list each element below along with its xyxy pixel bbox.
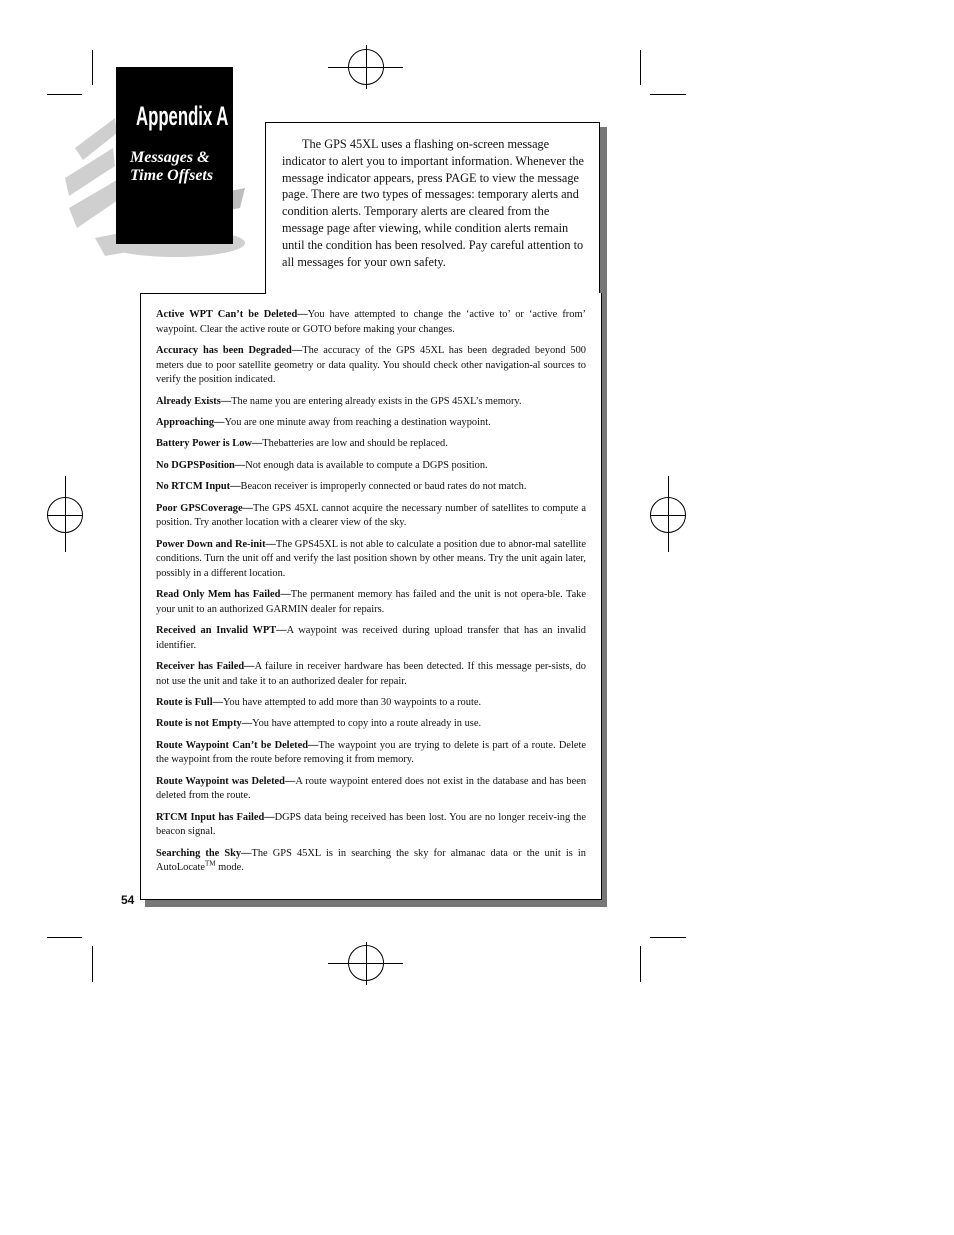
message-description: Thebatteries are low and should be replaced. <box>262 438 448 450</box>
message-description: You have attempted to copy into a route already in use. <box>252 718 482 730</box>
chapter-subtitle-line1: Messages & <box>130 149 210 166</box>
message-term: RTCM Input has Failed— <box>156 811 275 823</box>
message-description-end: mode. <box>215 862 244 874</box>
crop-mark <box>92 946 93 982</box>
message-item <box>156 660 586 689</box>
intro-paragraph: The GPS 45XL uses a flashing on-screen message indicator to alert you to important information. Whenever the message indicator appears, press PAGE to view the message page. There are two types of messages: temporary alerts and condition alerts. Temporary alerts are cleared from the message page after viewing, while condition alerts remain until the condition has been resolved. Pay careful attention to all messages for your own safety. <box>282 137 584 269</box>
message-term: Read Only Mem has Failed— <box>156 589 291 601</box>
message-item <box>156 739 586 768</box>
message-item <box>156 624 586 653</box>
message-term: Route is Full— <box>156 697 223 709</box>
message-term: Receiver has Failed— <box>156 661 255 673</box>
message-term: Already Exists— <box>156 395 232 407</box>
crop-mark <box>640 946 641 982</box>
message-description: The waypoint you are trying to delete is part of a route. Delete the waypoint from the route before removing it from memory. <box>156 739 586 766</box>
message-description: The GPS 45XL is in searching the sky for almanac data or the unit is in AutoLocate <box>156 847 586 874</box>
message-term: Route Waypoint was Deleted— <box>156 775 296 787</box>
message-term: Route Waypoint Can’t be Deleted— <box>156 739 319 751</box>
message-description: The GPS 45XL cannot acquire the necessary number of satellites to compute a position. Try another location with a clearer view of the sky. <box>156 502 586 529</box>
crop-mark <box>650 937 686 938</box>
message-term: Battery Power is Low— <box>156 438 263 450</box>
message-description: You have attempted to change the ‘active to’ or ‘active from’ waypoint. Clear the active route or GOTO before making your changes. <box>156 309 586 335</box>
message-item <box>156 502 586 531</box>
message-description: A failure in receiver hardware has been detected. If this message per-sists, do not use the unit and take it to an authorized dealer for repair. <box>156 661 586 687</box>
chapter-subtitle-line2: Time Offsets <box>130 167 214 184</box>
trademark-superscript: TM <box>205 859 216 868</box>
page-number: 54 <box>121 893 135 907</box>
message-term: Route is not Empty— <box>156 718 253 730</box>
message-term: Searching the Sky— <box>156 847 252 859</box>
crop-mark <box>92 50 93 85</box>
message-item <box>156 696 586 711</box>
message-item <box>156 459 586 474</box>
message-description: A route waypoint entered does not exist in the database and has been deleted from the route. <box>156 775 587 802</box>
message-item <box>156 308 586 337</box>
message-item <box>156 395 586 410</box>
message-description: The accuracy of the GPS 45XL has been degraded beyond 500 meters due to poor satellite geometry or data quality. You should check other navigation-al sources to verify the position indicated. <box>156 344 586 386</box>
message-term: Approaching— <box>156 416 225 428</box>
message-item <box>156 847 586 876</box>
message-term: Power Down and Re-init— <box>156 538 276 550</box>
crop-mark <box>47 937 82 938</box>
message-item <box>156 775 586 804</box>
message-item <box>156 344 586 388</box>
message-term: Accuracy has been Degraded— <box>156 344 303 356</box>
message-item <box>156 538 586 582</box>
chapter-tab <box>116 67 233 244</box>
chapter-subtitle <box>130 149 240 185</box>
message-list <box>156 308 586 883</box>
message-description: The name you are entering already exists in the GPS 45XL’s memory. <box>231 395 522 407</box>
message-term: Received an Invalid WPT— <box>156 625 287 637</box>
message-description: DGPS data being received has been lost. You are no longer receiv-ing the beacon signal. <box>156 811 586 838</box>
message-term: Active WPT Can’t be Deleted— <box>156 309 308 320</box>
message-item <box>156 588 586 617</box>
message-term: No DGPSPosition— <box>156 459 246 471</box>
message-item <box>156 416 586 431</box>
crop-mark <box>650 94 686 95</box>
message-item <box>156 811 586 840</box>
message-description: You are one minute away from reaching a destination waypoint. <box>224 416 491 428</box>
message-description: The GPS45XL is not able to calculate a position due to abnor-mal satellite conditions. Turn the unit off and verify the last position shown by other means. Try the unit again later, possibly in a different location. <box>156 538 586 579</box>
message-item <box>156 717 586 732</box>
message-description: A waypoint was received during upload transfer that has an invalid identifier. <box>156 625 586 651</box>
crop-mark <box>640 50 641 85</box>
message-item <box>156 437 586 452</box>
message-description: You have attempted to add more than 30 waypoints to a route. <box>222 697 482 709</box>
message-description: The permanent memory has failed and the unit is not opera-ble. Take your unit to an authorized GARMIN dealer for repairs. <box>156 589 586 615</box>
message-item <box>156 480 586 495</box>
messages-box-top-border <box>140 293 266 294</box>
message-description: Beacon receiver is improperly connected or baud rates do not match. <box>240 481 527 493</box>
chapter-title: Appendix A <box>136 101 229 131</box>
message-term: Poor GPSCoverage— <box>156 502 253 514</box>
message-description: Not enough data is available to compute a DGPS position. <box>245 459 488 471</box>
message-term: No RTCM Input— <box>156 481 241 493</box>
